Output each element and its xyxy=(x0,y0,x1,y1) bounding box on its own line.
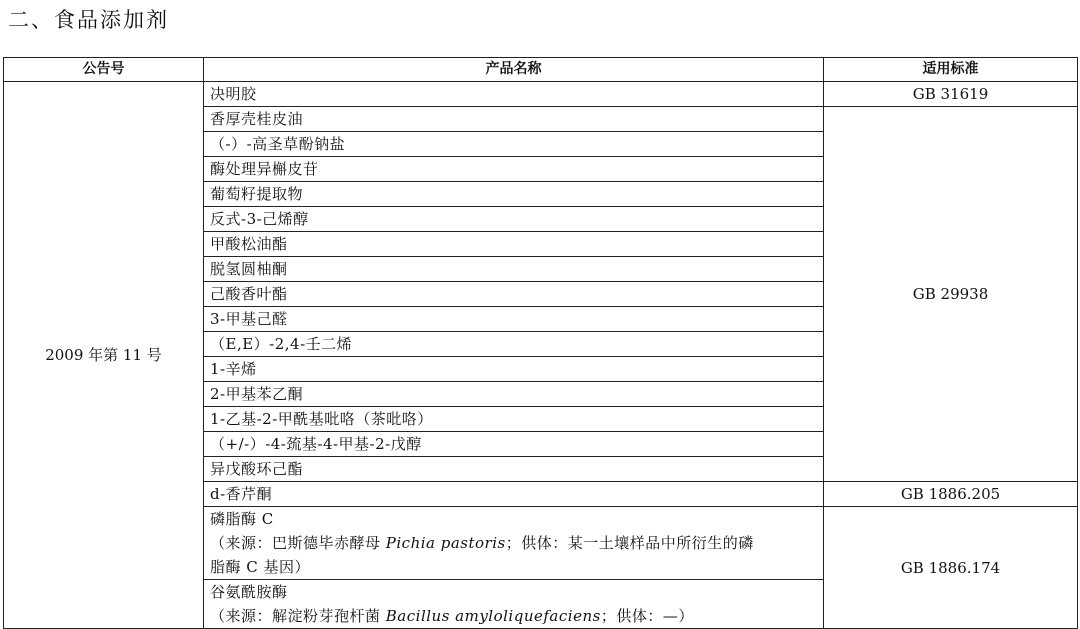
header-standard: 适用标准 xyxy=(824,58,1078,82)
standard-cell: GB 31619 xyxy=(824,82,1078,107)
enzyme-cell xyxy=(204,507,824,580)
product-name-cell: d-香芹酮 xyxy=(204,482,824,507)
product-name-cell: 葡萄籽提取物 xyxy=(204,182,824,207)
standard-cell: GB 1886.174 xyxy=(824,507,1078,629)
section-heading: 二、食品添加剂 xyxy=(8,8,169,32)
product-name-cell: 脱氢圆柚酮 xyxy=(204,257,824,282)
source-suffix: ；供体：—） xyxy=(600,607,694,625)
product-name-cell: 甲酸松油酯 xyxy=(204,232,824,257)
source-suffix: ；供体：某一土壤样品中所衍生的磷 xyxy=(505,534,754,552)
enzyme-name: 磷脂酶 C xyxy=(210,510,274,528)
species-name: Pichia pastoris xyxy=(385,534,506,552)
enzyme-source-cont: 脂酶 C 基因） xyxy=(210,558,311,576)
product-name-cell: 异戊酸环己酯 xyxy=(204,457,824,482)
source-prefix: （来源：巴斯德毕赤酵母 xyxy=(210,534,386,552)
table-row xyxy=(4,82,1078,107)
header-product-name: 产品名称 xyxy=(204,58,824,82)
enzyme-source xyxy=(210,604,817,628)
product-name-cell: 2-甲基苯乙酮 xyxy=(204,382,824,407)
source-prefix: （来源：解淀粉芽孢杆菌 xyxy=(210,607,386,625)
product-name-cell: （-）-高圣草酚钠盐 xyxy=(204,132,824,157)
standard-cell: GB 1886.205 xyxy=(824,482,1078,507)
product-name-cell: 决明胶 xyxy=(204,82,824,107)
product-name-cell: （E,E）-2,4-壬二烯 xyxy=(204,332,824,357)
product-name-cell: 反式-3-己烯醇 xyxy=(204,207,824,232)
additives-table xyxy=(3,57,1078,629)
announcement-cell: 2009 年第 11 号 xyxy=(4,82,204,629)
product-name-cell: 香厚壳桂皮油 xyxy=(204,107,824,132)
product-name-cell: 1-乙基-2-甲酰基吡咯（茶吡咯） xyxy=(204,407,824,432)
table-header-row xyxy=(4,58,1078,82)
product-name-cell: 3-甲基己醛 xyxy=(204,307,824,332)
species-name: Bacillus amyloliquefaciens xyxy=(385,607,601,625)
product-name-cell: 酶处理异槲皮苷 xyxy=(204,157,824,182)
product-name-cell: （+/-）-4-巯基-4-甲基-2-戊醇 xyxy=(204,432,824,457)
enzyme-source xyxy=(210,531,817,555)
product-name-cell: 己酸香叶酯 xyxy=(204,282,824,307)
header-announcement: 公告号 xyxy=(4,58,204,82)
product-name-cell: 1-辛烯 xyxy=(204,357,824,382)
enzyme-name: 谷氨酰胺酶 xyxy=(210,583,288,601)
enzyme-cell xyxy=(204,580,824,629)
standard-cell: GB 29938 xyxy=(824,107,1078,482)
